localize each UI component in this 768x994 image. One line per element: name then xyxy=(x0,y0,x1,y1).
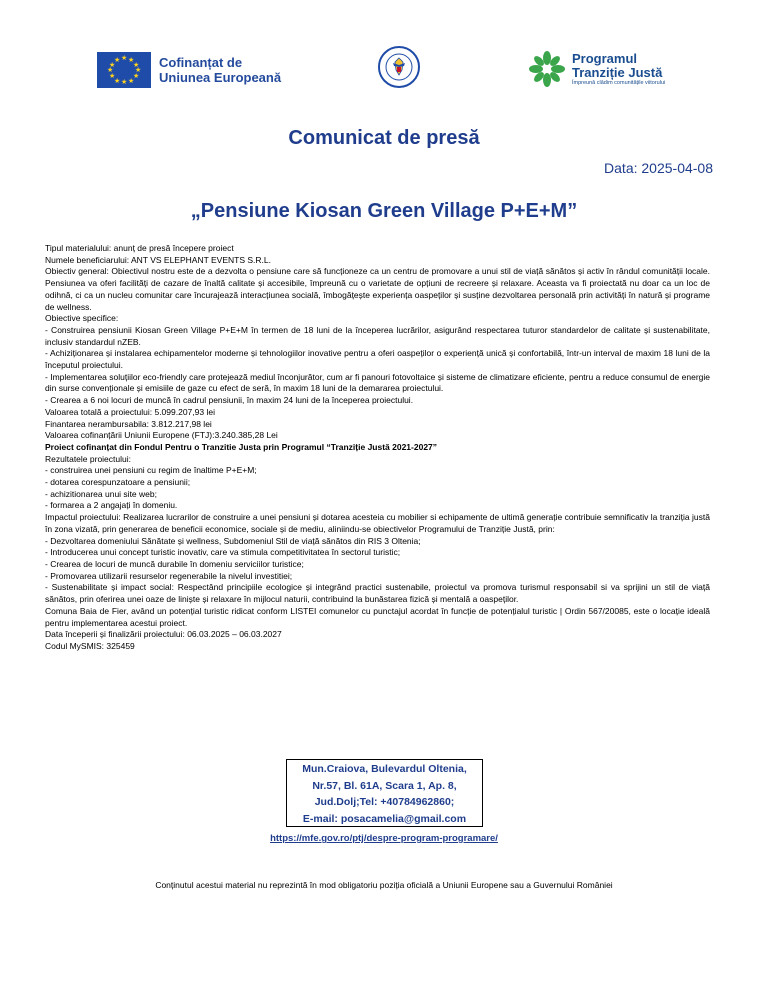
mysmis-code: Codul MySMIS: 325459 xyxy=(45,640,135,651)
specific-objective-item: - Construirea pensiunii Kiosan Green Village P+E+M în termen de 18 luni de la începerea lucrărilor, asigurând respectarea tuturor standardelor de calitate și sustenabilitate, inclusiv standardul nZEB. xyxy=(45,324,710,347)
contact-email[interactable]: E-mail: posacamelia@gmail.com xyxy=(302,812,467,825)
eu-cofinancing-value: Valoarea cofinanțării Uniunii Europene (FTJ):3.240.385,28 Lei xyxy=(45,430,278,441)
page-title: Comunicat de presă xyxy=(288,127,480,149)
result-item: - formarea a 2 angajați în domeniu. xyxy=(45,500,178,511)
ptj-logo-tagline: Împreună clădim comunitățile viitorului xyxy=(572,79,666,86)
non-reimbursable-financing: Finantarea nerambursabila: 3.812.217,98 lei xyxy=(45,418,212,429)
material-type: Tipul materialului: anunț de presă începere proiect xyxy=(45,243,234,253)
eu-cofinancing-logo xyxy=(97,52,281,88)
general-objective: Obiectiv general: Obiectivul nostru este de a dezvolta o pensiune care să funcționeze ca un centru de promovare a unui stil de viață sănătos și activ în rândul comunității locale. Pensiunea va oferi facilități de cazare de înaltă calitate și accesibile, împreună cu o varietate de opțiuni de recreere și relaxare. Aceasta va fi proiectată nu doar ca un loc de odihnă, ci ca un nucleu comunitar care încurajează interacțiunea socială, îmbogățește experiența oaspeților și susține dezvoltarea personală prin activități în natură și programe de wellness. xyxy=(45,266,710,312)
ptj-flower-icon xyxy=(528,50,566,88)
eu-flag-icon: ★ ★ ★ ★ ★ ★ ★ ★ ★ ★ ★ ★ xyxy=(97,52,151,88)
ptj-logo-line2: Tranziție Justă xyxy=(572,64,663,80)
eu-logo-line2: Uniunea Europeană xyxy=(159,70,282,85)
contact-address-line2: Nr.57, Bl. 61A, Scara 1, Ap. 8, xyxy=(312,779,457,792)
impact-item: - Crearea de locuri de muncă durabile în domeniu serviciilor turistice; xyxy=(45,558,304,569)
total-value: Valoarea totală a proiectului: 5.099.207,93 lei xyxy=(45,406,215,417)
impact-item: - Promovarea utilizarii resurselor regenerabile la nivelul investitiei; xyxy=(45,570,293,581)
result-item: - construirea unei pensiuni cu regim de înaltime P+E+M; xyxy=(45,465,257,476)
cofinancing-statement: Proiect cofinanțat din Fondul Pentru o Tranzitie Justa prin Programul “Tranziție Justă 2021-2027” xyxy=(45,441,438,452)
program-link[interactable]: https://mfe.gov.ro/ptj/despre-program-programare/ xyxy=(270,833,498,844)
disclaimer: Conținutul acestui material nu reprezintă în mod obligatoriu poziția oficială a Uniunii Europene sau a Guvernului României xyxy=(155,880,613,890)
eu-logo-text xyxy=(159,55,281,85)
contact-box xyxy=(286,759,483,827)
project-impact: Impactul proiectului: Realizarea lucrarilor de construire a unei pensiuni și dotarea acesteia cu mobilier si echipamente de ultimă generație contribuie semnificativ la tranziția justă în zona vizată, prin generarea de beneficii economice, sociale și de mediu, aliniindu-se obiectivelor Programului de Tranziție Justă, prin: xyxy=(45,512,710,534)
program-link-container xyxy=(0,833,768,844)
contact-phone: Jud.Dolj;Tel: +40784962860; xyxy=(314,796,455,808)
specific-objective-item: - Crearea a 6 noi locuri de muncă în cadrul pensiunii, în maxim 24 luni de la începerea proiectului. xyxy=(45,395,414,406)
beneficiary-name: Numele beneficiarului: ANT VS ELEPHANT EVENTS S.R.L. xyxy=(45,254,271,265)
location-paragraph: Comuna Baia de Fier, având un potențial turistic ridicat conform LISTEI comunelor cu punctajul acordat în funcție de potențialul turistic | Ordin 567/20085, este o locație ideală pentru implementarea acestui proiect. xyxy=(45,605,710,628)
project-title: „Pensiune Kiosan Green Village P+E+M” xyxy=(190,200,578,222)
romanian-government-seal-icon xyxy=(378,46,420,88)
result-item: - achizitionarea unui site web; xyxy=(45,488,157,499)
specific-objective-item: - Achiziționarea și instalarea echipamentelor moderne și tehnologiilor inovative pentru a oferi oaspeților o experiență unică și confortabilă, într-un interval de maxim 18 luni de la începutul proiectului. xyxy=(45,348,710,371)
eu-logo-line1: Cofinanțat de xyxy=(159,55,243,70)
ptj-logo-line1: Programul xyxy=(572,50,638,66)
ptj-logo xyxy=(528,50,665,88)
specific-objectives-heading: Obiective specifice: xyxy=(45,313,119,324)
press-release-date: Data: 2025-04-08 xyxy=(604,160,713,176)
project-dates: Data începerii și finalizării proiectului: 06.03.2025 – 06.03.2027 xyxy=(45,629,282,640)
press-release-body xyxy=(45,243,710,653)
impact-item: - Dezvoltarea domeniului Sănătate și wellness, Subdomeniul Stil de viață sănătos din RIS 3 Oltenia; xyxy=(45,535,421,546)
contact-address-line1: Mun.Craiova, Bulevardul Oltenia, xyxy=(302,763,467,775)
impact-item: - Introducerea unui concept turistic inovativ, care va stimula competitivitatea în sectorul turistic; xyxy=(45,547,401,558)
specific-objective-item: - Implementarea soluțiilor eco-friendly care protejează mediul înconjurător, cum ar fi panouri fotovoltaice și sisteme de climatizare eficiente, pentru a reduce consumul de energie din surse convenționale și emisiile de gaze cu efect de seră, în maxim 18 luni de la demararea proiectului. xyxy=(45,371,710,394)
impact-item: - Sustenabilitate și impact social: Respectând principiile ecologice și integrând practici sustenabile, proiectul va promova turismul responsabil si va sprijini un stil de viață sănătos, prin oferirea unei oaze de liniște și relaxare în mijlocul naturii, contribuind la bunăstarea fizică și mentală a oaspeților. xyxy=(45,582,710,605)
result-item: - dotarea corespunzatoare a pensiunii; xyxy=(45,477,191,488)
results-heading: Rezultatele proiectului: xyxy=(45,453,131,464)
